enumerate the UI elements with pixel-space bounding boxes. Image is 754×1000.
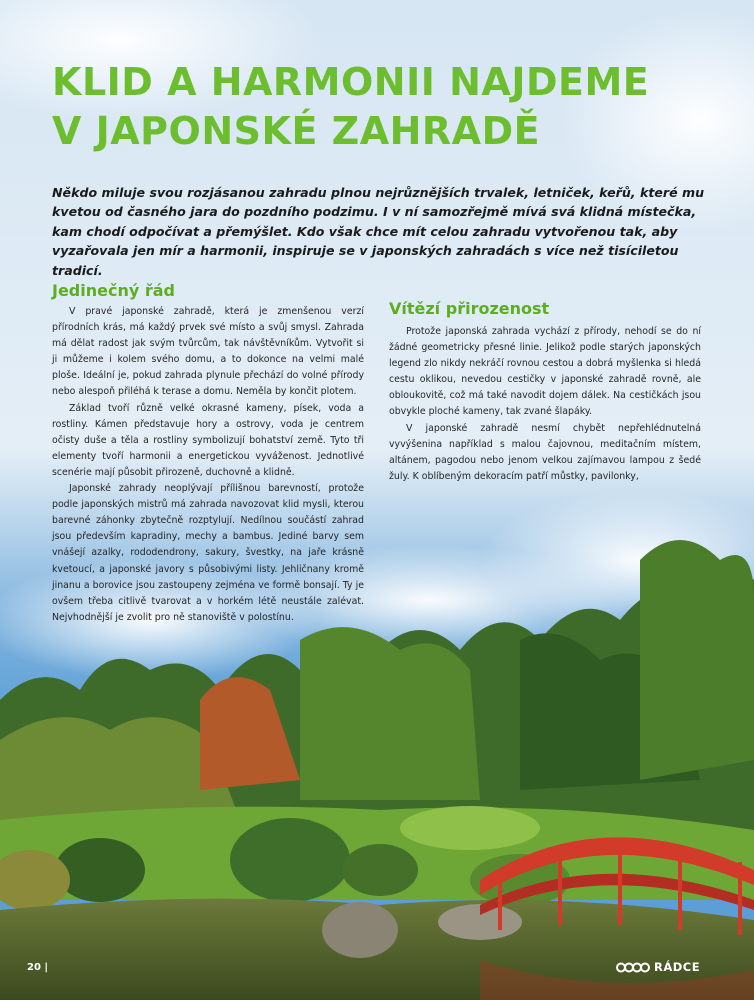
body-paragraph: Protože japonská zahrada vychází z přírody, nehodí se do ní žádné geometricky přesné linie. Jelikož podle starých japonských legend zlo nikdy nekráčí rovnou cestou a dobrá myšlenka si hledá cestu oklikou, nevedou cestičky v japonské zahradě rovně, ale obloukovitě, což má také navodit dojem dálek. Na cestičkách jsou obvykle ploché kameny, tak zvané šlapáky. (389, 326, 701, 418)
section-heading-jedinecny-rad: Jedinečný řád (52, 281, 175, 300)
lead-paragraph: Někdo miluje svou rozjásanou zahradu plnou nejrůznějších trvalek, letniček, keřů, které mu kvetou od časného jara do pozdního podzimu. I v ní samozřejmě mívá svá klidná místečka, kam chodí odpočívat a přemýšlet. Kdo však chce mít celou zahradu vytvořenou tak, aby vyzařovala jen mír a harmonii, inspiruje se v japonských zahradách s více než tisíciletou tradicí. (52, 185, 705, 278)
coop-radce-logo (616, 960, 700, 974)
title-line-2: V JAPONSKÉ ZAHRADĚ (52, 109, 541, 153)
brand-text: RÁDCE (654, 960, 701, 974)
left-column (52, 281, 364, 626)
body-paragraph: Japonské zahrady neoplývají přílišnou barevností, protože podle japonských mistrů má zahrada navozovat klid mysli, kterou barevné záhonky zbytečně rozptylují. Nedílnou součástí zahrad jsou především kapradiny, mechy a bambus. Jediné barvy sem vnášejí azalky, rododendrony, sakury, švestky, na jaře krásně kvetoucí, a japonské javory s působivými listy. Jehličnany kromě jinanu a borovice jsou zastoupeny zejména ve formě bonsají. Ty je ovšem třeba citlivě tvarovat a v horkém létě neustále zalévat. Nejvhodnější je zvolit pro ně stanoviště v polostínu. (52, 483, 364, 623)
body-paragraph: V japonské zahradě nesmí chybět nepřehlédnutelná vyvýšenina například s malou čajovnou, meditačním místem, altánem, pagodou nebo jenom velkou zajímavou lampou z šedé žuly. K oblíbeným dekoracím patří můstky, pavilonky, (389, 422, 701, 482)
right-column (389, 287, 701, 485)
page-number: 20 | (27, 962, 49, 973)
coop-logo-icon (616, 961, 650, 974)
body-paragraph: V pravé japonské zahradě, která je zmenšenou verzí přírodních krás, má každý prvek své místo a svůj smysl. Zahrada má dělat radost jak svým tvůrcům, tak návštěvníkům. Vytvořit si ji můžeme i kolem svého domu, a to dokonce na velmi malé ploše. Ideální je, pokud zahrada plynule přechází do volné přírody nebo alespoň přiléhá k terase a domu. Neměla by končit plotem. (52, 306, 364, 398)
title-line-1: KLID A HARMONII NAJDEME (52, 60, 650, 104)
section-heading-vitezi-prirozenost: Vítězí přirozenost (389, 299, 550, 318)
page-title (52, 58, 712, 156)
body-paragraph: Základ tvoří různě velké okrasné kameny, písek, voda a rostliny. Kámen představuje hory a ostrovy, voda je centrem očisty duše a těla a rostliny symbolizují bohatství země. Tyto tři elementy tvoří harmonii a energetickou vyváženost. Jednotlivé scenérie mají působit přirozeně, duchovně a klidně. (52, 402, 364, 478)
